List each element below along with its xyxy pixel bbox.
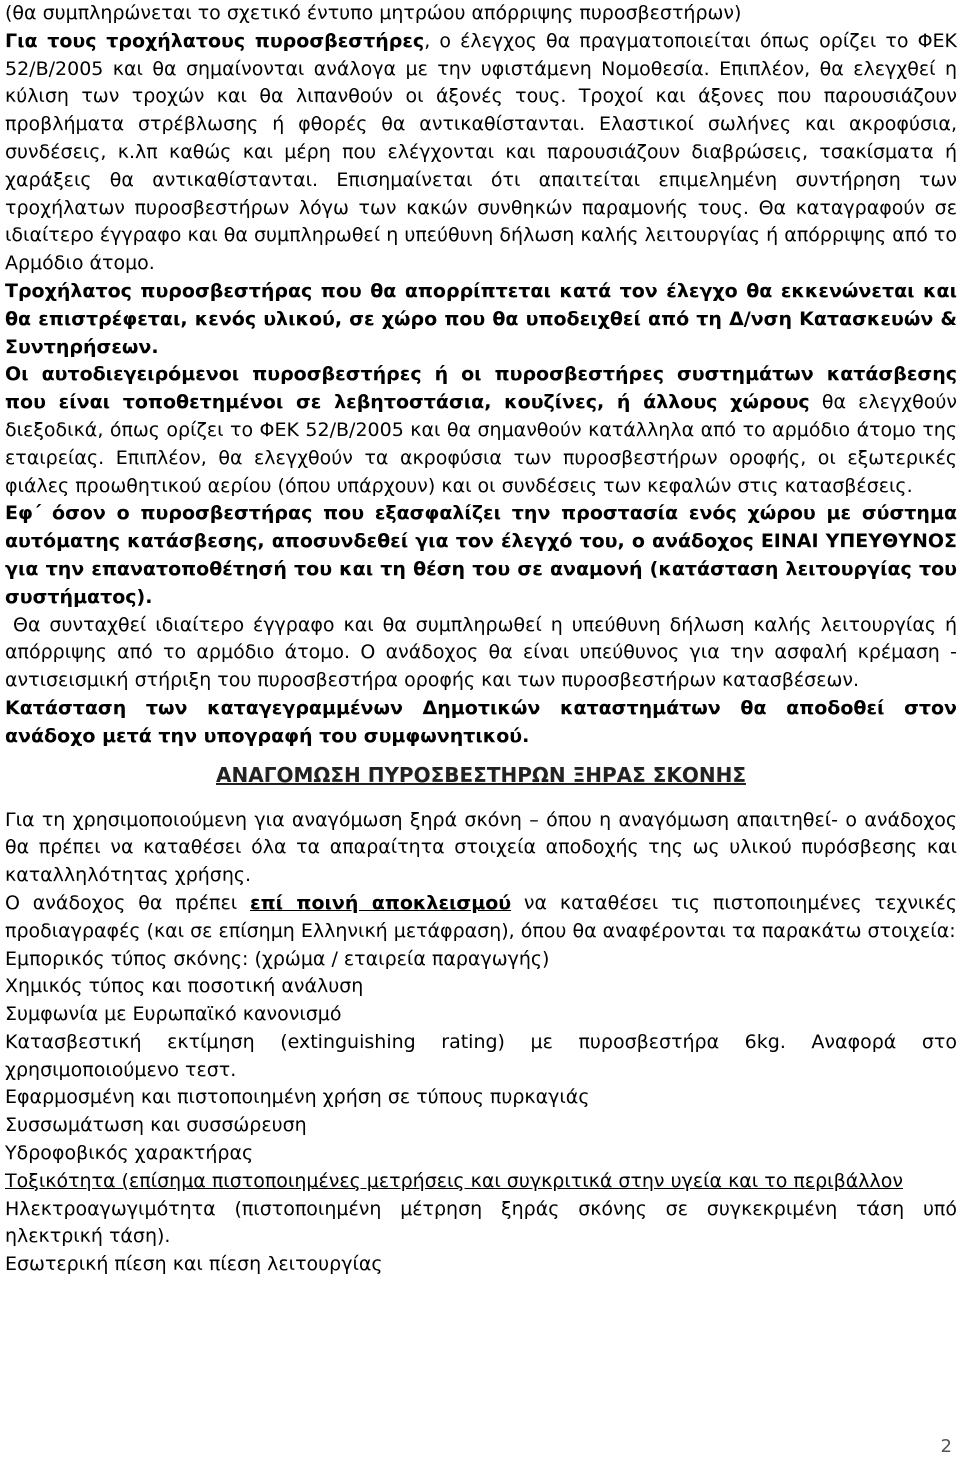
paragraph-declaration: Θα συνταχθεί ιδιαίτερο έγγραφο και θα συμπληρωθεί η υπεύθυνη δήλωση καλής λειτουργίας ή απόρριψης από το αρμόδιο άτομο. Ο ανάδοχος θα είναι υπεύθυνος για την ασφαλή κρέμαση - αντισεισμική στήριξη του πυροσβεστήρα οροφής και των πυροσβεστήρων κατασβέσεων. [5,613,957,692]
list-item-eu-compliance: Συμφωνία με Ευρωπαϊκό κανονισμό [5,1003,342,1026]
page-number: 2 [940,1436,952,1457]
paragraph-rejected-wheeled: Τροχήλατος πυροσβεστήρας που θα απορρίπτεται κατά τον έλεγχο θα εκκενώνεται και θα επιστρέφεται, κενός υλικού, σε χώρο που θα υποδειχθεί από τη Δ/νση Κατασκευών & Συντηρήσεων. [5,279,957,358]
self-activating-text: θα ελεγχθούν διεξοδικά, όπως ορίζει το ΦΕΚ 52/Β/2005 και θα σημανθούν κατάλληλα από το αρμόδιο άτομο της εταιρείας. Επιπλέον, θα ελεγχθούν τα ακροφύσια των πυροσβεστήρων οροφής, οι εξωτερικές φιάλες προωθητικού αερίου (όπου υπάρχουν) και οι συνδέσεις των κεφαλών στις κατασβέσεις. [5,391,957,497]
paragraph-store-list: Κατάσταση των καταγεγραμμένων Δημοτικών καταστημάτων θα αποδοθεί στον ανάδοχο μετά την υπογραφή του συμφωνητικού. [5,696,957,747]
list-item-agglomeration: Συσσωμάτωση και συσσώρευση [5,1114,307,1137]
list-item-fire-types: Εφαρμοσμένη και πιστοποιημένη χρήση σε τύπους πυρκαγιάς [5,1086,590,1109]
self-activating-title: Οι αυτοδιεγειρόμενοι πυροσβεστήρες ή οι πυροσβεστήρες συστημάτων κατάσβεσης που είναι τοποθετημένοι σε λεβητοστάσια, κουζίνες, ή άλλους χώρους [5,363,957,414]
wheeled-extinguishers-text: , ο έλεγχος θα πραγματοποιείται όπως ορίζει το ΦΕΚ 52/Β/2005 και θα σημαίνονται ανάλογα με την υφιστάμενη Νομοθεσία. Επιπλέον, θα ελεγχθεί η κύλιση των τροχών και θα λιπανθούν οι άξονές τους. Τροχοί και άξονες που παρουσιάζουν προβλήματα στρέβλωσης ή φθορές θα αντικαθίστανται. Ελαστικοί σωλήνες και ακροφύσια, συνδέσεις, κ.λπ καθώς και μέρη που ελέγχονται και παρουσιάζουν διαβρώσεις, τσακίσματα ή χαράξεις θα αντικαθίστανται. Επισημαίνεται ότι απαιτείται επιμελημένη συντήρηση των τροχήλατων πυροσβεστήρων λόγω των κακών συνθηκών παραμονής τους. Θα καταγραφούν σε ιδιαίτερο έγγραφο και θα συμπληρωθεί η υπεύθυνη δήλωση καλής λειτουργίας ή απόρριψης από το Αρμόδιο άτομο. [5,29,957,275]
paragraph-dry-powder: Για τη χρησιμοποιούμενη για αναγόμωση ξηρά σκόνη – όπου η αναγόμωση απαιτηθεί- ο ανάδοχος θα πρέπει να καταθέσει όλα τα απαραίτητα στοιχεία αποδοχής της ως υλικού πυρόσβεσης και καταλληλότητας χρήσης. [5,808,957,887]
list-item-extinguishing-rating: Κατασβεστική εκτίμηση (extinguishing rating) με πυροσβεστήρα 6kg. Αναφορά στο χρησιμοποιούμενο τεστ. [5,1030,957,1081]
paragraph-registry-note: (θα συμπληρώνεται το σχετικό έντυπο μητρώου απόρριψης πυροσβεστήρων) [5,2,742,24]
document-body [5,0,957,1279]
paragraph-wheeled-extinguishers [5,28,957,278]
list-item-commercial-type: Εμπορικός τύπος σκόνης: (χρώμα / εταιρεία παραγωγής) [5,947,550,970]
section-heading: ΑΝΑΓΟΜΩΣΗ ΠΥΡΟΣΒΕΣΤΗΡΩΝ ΞΗΡΑΣ ΣΚΟΝΗΣ [216,762,746,787]
exclusion-penalty-emphasis: επί ποινή αποκλεισμού [250,891,512,914]
list-item-chemical-type: Χημικός τύπος και ποσοτική ανάλυση [5,975,364,998]
wheeled-extinguishers-title: Για τους τροχήλατους πυροσβεστήρες [5,29,425,52]
list-item-toxicity: Τοξικότητα (επίσημα πιστοποιημένες μετρήσεις και συγκριτικά στην υγεία και το περιβάλλον [5,1169,903,1192]
paragraph-self-activating [5,361,957,500]
specifications-text-start: Ο ανάδοχος θα πρέπει [5,891,251,914]
specifications-text-rest: να καταθέσει τις πιστοποιημένες τεχνικές προδιαγραφές (και σε επίσημη Ελληνική μετάφραση), όπου θα αναφέρονται τα παρακάτω στοιχεία: [5,891,957,942]
list-item-conductivity: Ηλεκτροαγωγιμότητα (πιστοποιημένη μέτρηση ξηράς σκόνης σε συγκεκριμένη τάση υπό ηλεκτρική τάση). [5,1197,957,1248]
paragraph-specifications [5,890,957,946]
list-item-pressure: Εσωτερική πίεση και πίεση λειτουργίας [5,1253,383,1276]
list-item-hydrophobic: Υδροφοβικός χαρακτήρας [5,1142,254,1165]
paragraph-contractor-responsible: Εφ΄ όσον ο πυροσβεστήρας που εξασφαλίζει την προστασία ενός χώρου με σύστημα αυτόματης κατάσβεσης, αποσυνδεθεί για τον έλεγχό του, ο ανάδοχος ΕΙΝΑΙ ΥΠΕΥΘΥΝΟΣ για την επανατοποθέτησή του και τη θέση του σε αναμονή (κατάσταση λειτουργίας του συστήματος). [5,502,957,608]
